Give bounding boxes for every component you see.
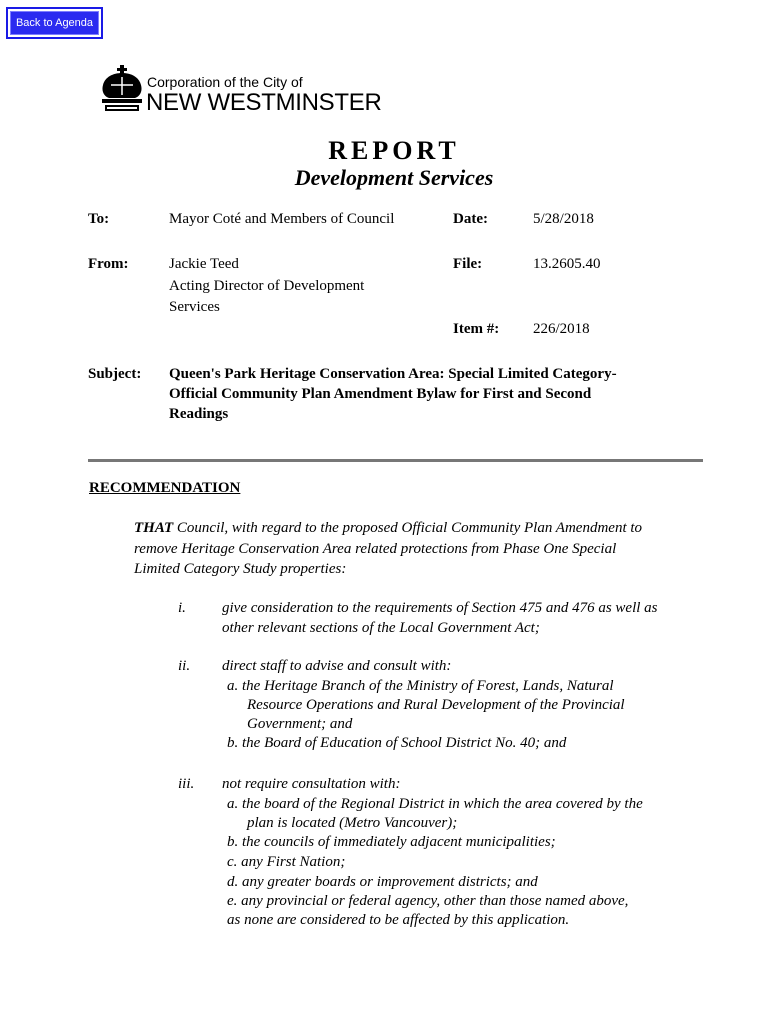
subject-line3: Readings [169, 406, 229, 422]
item-ii-line1: direct staff to advise and consult with: [222, 658, 452, 674]
report-title: REPORT [328, 136, 460, 165]
item-ii-sub-a-line2: Resource Operations and Rural Development of the Provincial [247, 697, 625, 713]
crown-icon [99, 65, 145, 113]
back-to-agenda-label: Back to Agenda [10, 11, 99, 35]
to-label: To: [88, 211, 110, 227]
subject-line1: Queen's Park Heritage Conservation Area: Special Limited Category- [169, 366, 617, 382]
from-name: Jackie Teed [169, 256, 239, 272]
that-keyword: THAT [134, 520, 174, 536]
logo-text-line1: Corporation of the City of [147, 74, 303, 90]
item-ii-sub-a-line1: a. the Heritage Branch of the Ministry of Forest, Lands, Natural [227, 678, 614, 694]
section-divider [88, 459, 703, 462]
back-to-agenda-button[interactable] [6, 7, 103, 39]
date-label: Date: [453, 211, 488, 227]
item-label: Item #: [453, 321, 500, 337]
item-i-number: i. [178, 600, 186, 616]
item-value: 226/2018 [533, 321, 590, 337]
item-iii-sub-a-line1: a. the board of the Regional District in which the area covered by the [227, 796, 643, 812]
from-title-line1: Acting Director of Development [169, 278, 365, 294]
recommendation-intro-line2: remove Heritage Conservation Area related protections from Phase One Special [134, 541, 617, 557]
intro-text-1: Council, with regard to the proposed Official Community Plan Amendment to [173, 520, 643, 536]
file-value: 13.2605.40 [533, 256, 601, 272]
recommendation-heading: RECOMMENDATION [89, 480, 241, 496]
subject-label: Subject: [88, 366, 142, 382]
date-value: 5/28/2018 [533, 211, 594, 227]
from-title-line2: Services [169, 299, 220, 315]
item-ii-sub-b-line1: b. the Board of Education of School District No. 40; and [227, 735, 567, 751]
subject-line2: Official Community Plan Amendment Bylaw for First and Second [169, 386, 592, 402]
report-subtitle: Development Services [294, 165, 494, 190]
recommendation-intro-line3: Limited Category Study properties: [134, 561, 347, 577]
item-iii-line1: not require consultation with: [222, 776, 401, 792]
item-iii-closing: as none are considered to be affected by this application. [227, 912, 570, 928]
item-ii-sub-a-line3: Government; and [247, 716, 353, 732]
logo-text-line2: NEW WESTMINSTER [146, 89, 382, 116]
file-label: File: [453, 256, 483, 272]
item-i-line1: give consideration to the requirements of Section 475 and 476 as well as [222, 600, 658, 616]
item-iii-number: iii. [178, 776, 195, 792]
item-iii-sub-b-line1: b. the councils of immediately adjacent municipalities; [227, 834, 556, 850]
item-iii-sub-e-line1: e. any provincial or federal agency, other than those named above, [227, 893, 629, 909]
item-i-line2: other relevant sections of the Local Government Act; [222, 620, 540, 636]
item-ii-number: ii. [178, 658, 191, 674]
to-value: Mayor Coté and Members of Council [169, 211, 395, 227]
item-iii-sub-a-line2: plan is located (Metro Vancouver); [247, 815, 458, 831]
item-iii-sub-c-line1: c. any First Nation; [227, 854, 346, 870]
item-iii-sub-d-line1: d. any greater boards or improvement districts; and [227, 874, 538, 890]
from-label: From: [88, 256, 129, 272]
recommendation-intro-line1 [134, 518, 734, 538]
